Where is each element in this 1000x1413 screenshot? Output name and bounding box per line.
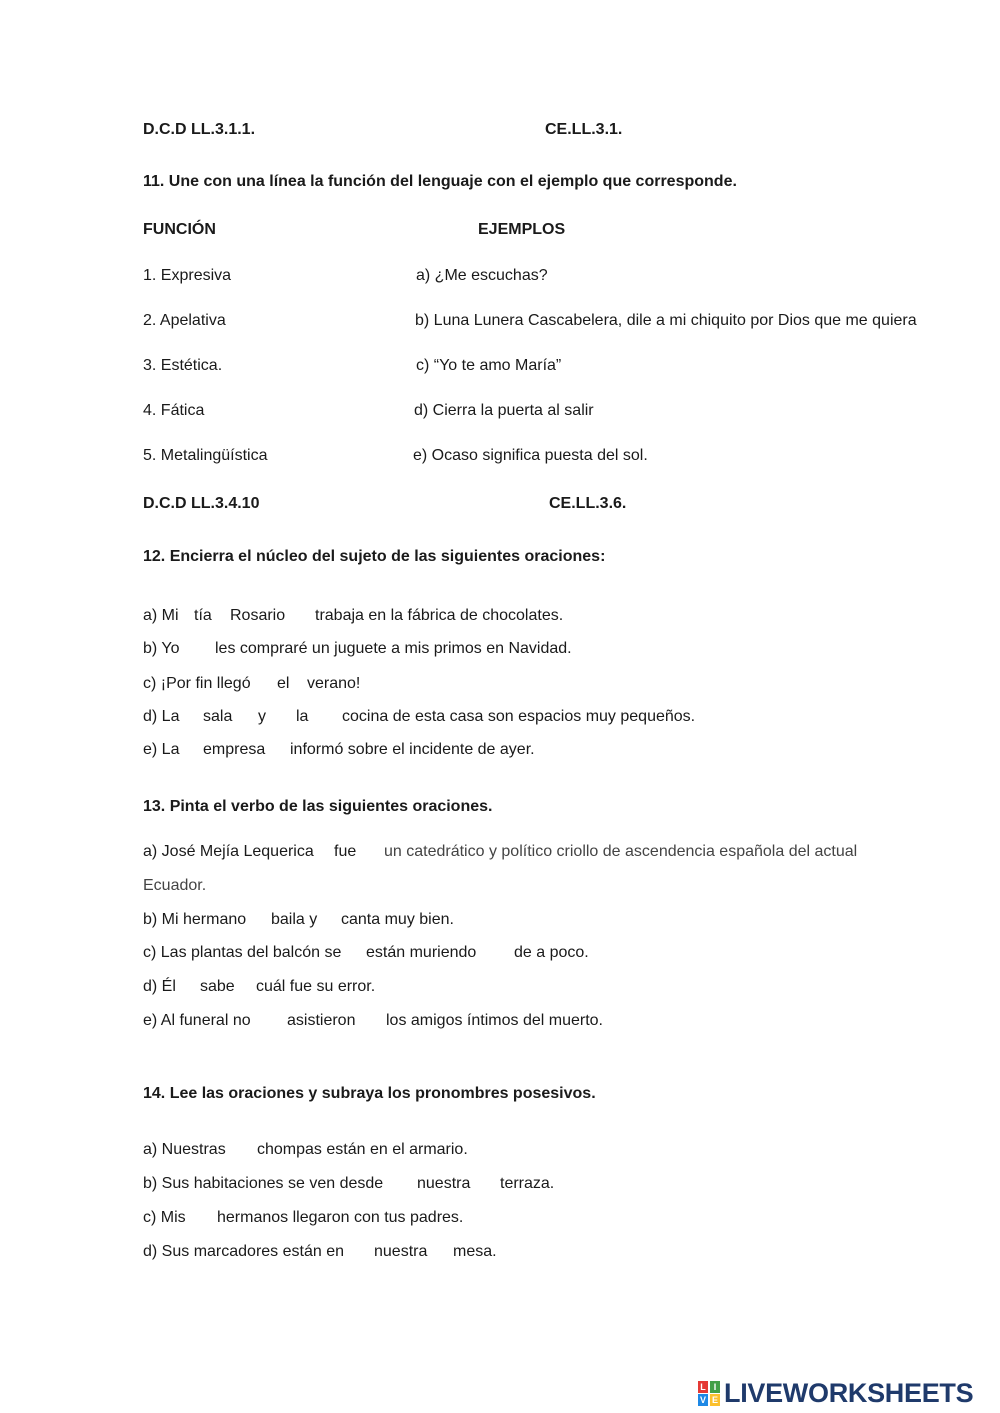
function-item[interactable]: 4. Fática [143, 402, 205, 419]
liveworksheets-logo[interactable] [698, 1376, 973, 1410]
word-option[interactable]: empresa [203, 741, 266, 758]
word-option[interactable]: nuestra [374, 1243, 428, 1260]
ce-code: CE.LL.3.1. [545, 121, 623, 138]
sentence-segment: les compraré un juguete a mis primos en Navidad. [215, 640, 572, 657]
word-option[interactable]: a) Nuestras [143, 1141, 226, 1158]
logo-letter: V [699, 1395, 706, 1405]
ce-code: CE.LL.3.6. [549, 495, 627, 512]
logo-icon [698, 1379, 722, 1407]
word-option[interactable]: b) Yo [143, 640, 180, 657]
sentence-segment: c) ¡Por fin llegó [143, 675, 251, 692]
word-option[interactable]: fue [334, 843, 357, 860]
function-item[interactable]: 3. Estética. [143, 357, 223, 374]
column-header-examples: EJEMPLOS [478, 221, 566, 238]
sentence-segment: un catedrático y político criollo de ascendencia española del actual [384, 843, 858, 860]
function-item[interactable]: 1. Expresiva [143, 267, 232, 284]
function-item[interactable]: 5. Metalingüística [143, 447, 268, 464]
word-option[interactable]: Rosario [230, 607, 286, 624]
word-option[interactable]: verano! [307, 675, 361, 692]
word-option[interactable]: c) Mis [143, 1209, 186, 1226]
word-option[interactable]: d) La [143, 708, 180, 725]
word-option[interactable]: el [277, 675, 290, 692]
sentence-segment: cocina de esta casa son espacios muy pequeños. [342, 708, 696, 725]
question-14-title: 14. Lee las oraciones y subraya los pronombres posesivos. [143, 1085, 596, 1102]
sentence-segment: hermanos llegaron con tus padres. [217, 1209, 464, 1226]
example-item[interactable]: a) ¿Me escuchas? [416, 267, 548, 284]
column-header-function: FUNCIÓN [143, 221, 216, 238]
example-item[interactable]: c) “Yo te amo María” [416, 357, 562, 374]
sentence-segment: a) José Mejía Lequerica [143, 843, 314, 860]
sentence-segment: chompas están en el armario. [257, 1141, 468, 1158]
dcd-code: D.C.D LL.3.4.10 [143, 495, 260, 512]
question-13-title: 13. Pinta el verbo de las siguientes oraciones. [143, 798, 493, 815]
word-option[interactable]: asistieron [287, 1012, 356, 1029]
function-item[interactable]: 2. Apelativa [143, 312, 226, 329]
word-option[interactable]: y [258, 708, 266, 725]
sentence-segment: trabaja en la fábrica de chocolates. [315, 607, 564, 624]
word-option[interactable]: baila y [271, 911, 318, 928]
sentence-segment: de a poco. [514, 944, 589, 961]
sentence-segment: canta muy bien. [341, 911, 454, 928]
question-12-title: 12. Encierra el núcleo del sujeto de las siguientes oraciones: [143, 548, 606, 565]
example-item[interactable]: e) Ocaso significa puesta del sol. [413, 447, 648, 464]
sentence-segment: mesa. [453, 1243, 497, 1260]
word-option[interactable]: tía [194, 607, 212, 624]
sentence-segment: b) Sus habitaciones se ven desde [143, 1175, 384, 1192]
word-option[interactable]: sabe [200, 978, 235, 995]
example-item[interactable]: d) Cierra la puerta al salir [414, 402, 594, 419]
sentence-segment: a) Mi [143, 607, 179, 624]
sentence-segment: Ecuador. [143, 877, 207, 894]
question-11-title: 11. Une con una línea la función del lenguaje con el ejemplo que corresponde. [143, 173, 737, 190]
word-option[interactable]: nuestra [417, 1175, 471, 1192]
sentence-segment: los amigos íntimos del muerto. [386, 1012, 603, 1029]
sentence-segment: e) Al funeral no [143, 1012, 251, 1029]
example-item[interactable]: b) Luna Lunera Cascabelera, dile a mi chiquito por Dios que me quiera [415, 312, 917, 329]
dcd-code: D.C.D LL.3.1.1. [143, 121, 256, 138]
sentence-segment: cuál fue su error. [256, 978, 376, 995]
logo-letter: I [710, 1381, 720, 1393]
sentence-segment: informó sobre el incidente de ayer. [290, 741, 535, 758]
logo-letter: E [711, 1395, 718, 1405]
sentence-segment: b) Mi hermano [143, 911, 247, 928]
sentence-segment: d) Él [143, 978, 176, 995]
word-option[interactable]: e) La [143, 741, 180, 758]
sentence-segment: c) Las plantas del balcón se [143, 944, 342, 961]
sentence-segment: d) Sus marcadores están en [143, 1243, 344, 1260]
word-option[interactable]: sala [203, 708, 233, 725]
word-option[interactable]: la [296, 708, 309, 725]
word-option[interactable]: están muriendo [366, 944, 477, 961]
sentence-segment: terraza. [500, 1175, 555, 1192]
logo-letter: L [698, 1381, 708, 1393]
logo-wordmark: LIVEWORKSHEETS [724, 1378, 974, 1408]
